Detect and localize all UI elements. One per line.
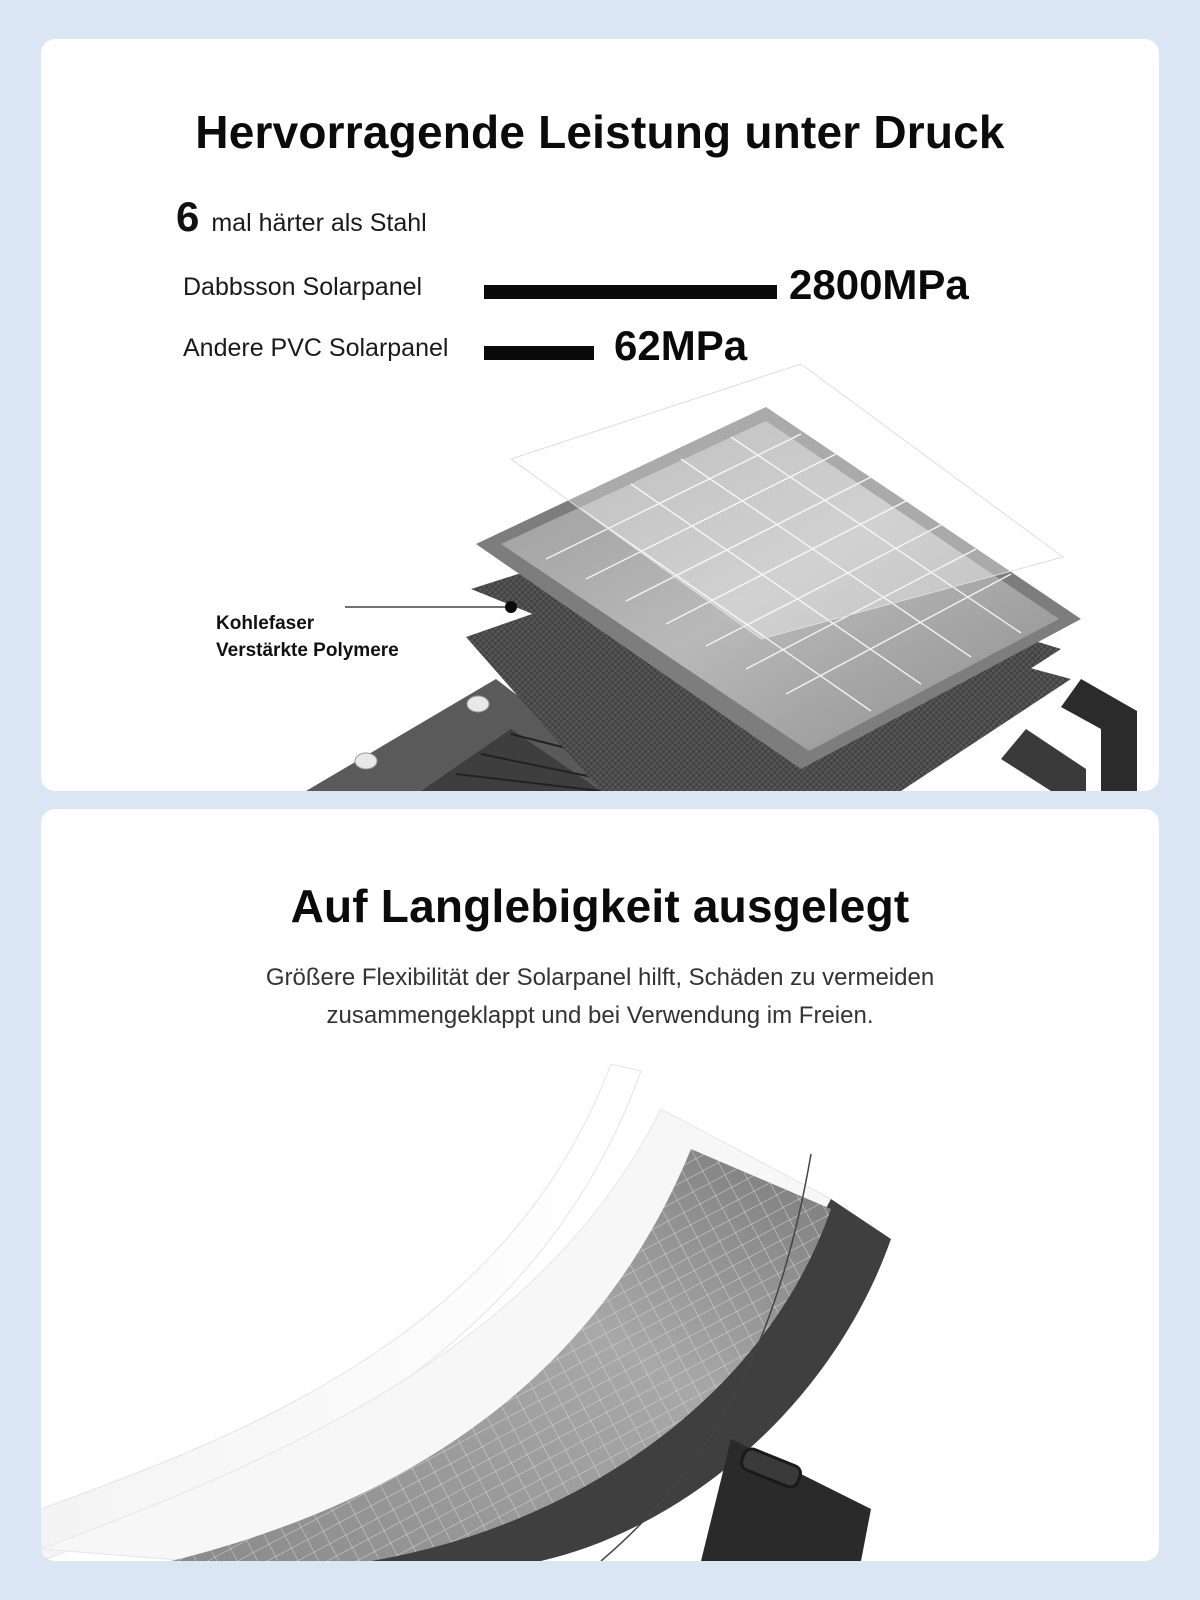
pvc-bar: [484, 346, 594, 360]
subtitle-line-2: zusammengeklappt und bei Verwendung im Freien.: [326, 1002, 874, 1029]
section-title: Auf Langlebigkeit ausgelegt: [290, 880, 910, 932]
subtitle-line-1: Größere Flexibilität der Solarpanel hilft, Schäden zu vermeiden: [265, 964, 935, 991]
callout-line-2: Verstärkte Polymere: [216, 640, 399, 661]
dabbsson-value: 2800MPa: [789, 261, 969, 308]
stat-number: 6: [176, 193, 200, 240]
section-title: Hervorragende Leistung unter Druck: [195, 106, 1005, 158]
dabbsson-label: Dabbsson Solarpanel: [183, 273, 423, 301]
hardness-stat: [176, 193, 427, 241]
durability-card: [41, 809, 1159, 1561]
dabbsson-bar: [484, 285, 777, 299]
pvc-label: Andere PVC Solarpanel: [183, 334, 449, 362]
callout-line-1: Kohlefaser: [216, 613, 315, 634]
pvc-value: 62MPa: [614, 322, 748, 369]
performance-card: [41, 39, 1159, 791]
material-callout: [216, 610, 399, 664]
section-subtitle: [41, 959, 1159, 1035]
stat-text: mal härter als Stahl: [211, 209, 427, 237]
